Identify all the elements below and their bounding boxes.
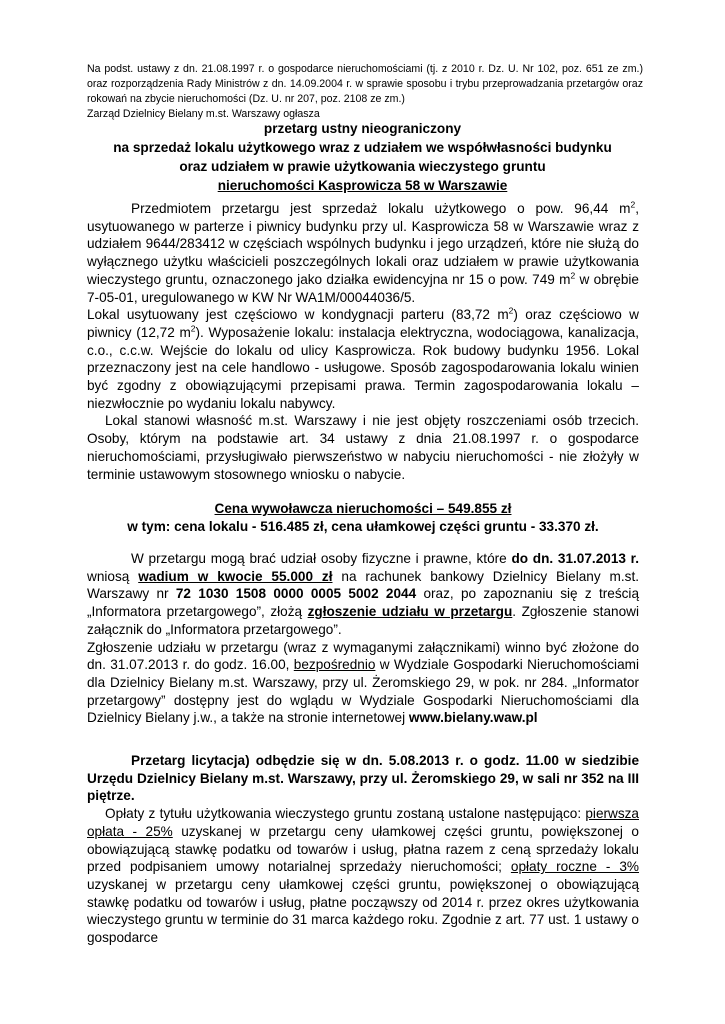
section-price — [87, 500, 639, 535]
legal-basis-notice — [87, 62, 643, 122]
heading-property-name: nieruchomości Kasprowicza 58 w Warszawie — [217, 178, 508, 193]
paragraph-location: Lokal usytuowany jest częściowo w kondygnacji parteru (83,72 $m^2$) oraz częściowo w piwnicy (12,72 $m^2$). Wyposażenie lokalu: instalacja elektryczna, wodociągowa, kanalizacja, c.o., c.c.w. Wejście do lokalu od ulicy Kasprowicza. Rok budowy budynku 1956. Lokal przeznaczony jest na cele handlowo - usługowe. Sposób zagospodarowania lokalu winien być zgodny z obowiązującymi przepisami prawa. Termin zagospodarowania lokalu – niezwłocznie po wydaniu lokalu nabywcy. — [87, 305, 639, 411]
application-requirement: zgłoszenie udziału w przetargu — [307, 604, 513, 620]
legal-basis-text: Na podst. ustawy z dn. 21.08.1997 r. o gospodarce nieruchomościami (tj. z 2010 r. Dz. U. Nr 102, poz. 651 ze zm.) oraz rozporządzenia Rady Ministrów z dn. 14.09.2004 r. w sprawie sposobu i trybu przeprowadzania przetargów oraz rokowań na zbycie nieruchomości (Dz. U. nr 207, poz. 2108 ze zm.) — [87, 63, 643, 105]
paragraph-fees: Opłaty z tytułu użytkowania wieczystego gruntu zostaną ustalone następująco: pierwsza opłata - 25% uzyskanej w przetargu ceny ułamkowej części gruntu, powiększonej o obowiązującą stawkę podatku od towarów i usług, płatna razem z ceną sprzedaży lokalu przed podpisaniem umowy notarialnej sprzedaży nieruchomości; opłaty roczne - 3% uzyskanej w przetargu ceny ułamkowej części gruntu, powiększonej o obowiązującą stawkę podatku od towarów i usług, płatne począwszy od 2014 r. przez okres użytkowania wieczystego gruntu w terminie do 31 marca każdego roku. Zgodnie z art. 77 ust. 1 ustawy o gospodarce — [87, 806, 639, 946]
paragraph-subject: Przedmiotem przetargu jest sprzedaż lokalu użytkowego o pow. 96,44 $m^2$, usytuowanego w parterze i piwnicy budynku przy ul. Kasprowicza 58 w Warszawie wraz z udziałem 9644/283412 w częściach wspólnych budynku i jego urządzeń, które nie służą do wyłącznego użytku właścicieli poszczególnych lokali oraz udziałem w prawie użytkowania wieczystego gruntu, oznaczonego jako działka ewidencyjna nr 15 o pow. 749 $m^2$ w obrębie 7-05-01, uregulowanego w KW Nr WA1M/00044036/5. — [87, 199, 639, 305]
starting-price: Cena wywoławcza nieruchomości – 549.855 zł — [214, 501, 512, 516]
announcer-text: Zarząd Dzielnicy Bielany m.st. Warszawy ogłasza — [87, 108, 320, 120]
bank-account-number: 72 1030 1508 0000 0005 5002 2044 — [175, 586, 417, 602]
deposit-deadline: do dn. 31.07.2013 r. — [511, 551, 639, 566]
annual-fee: opłaty roczne - 3% — [510, 859, 639, 875]
section-auction — [87, 752, 639, 947]
section-participation — [87, 550, 639, 727]
paragraph-deposit: W przetargu mogą brać udział osoby fizyczne i prawne, które do dn. 31.07.2013 r. wniosą wadium w kwocie 55.000 zł na rachunek bankowy Dzielnicy Bielany m.st. Warszawy nr 72 1030 1508 0000 0005 5002 2044 oraz, po zapoznaniu się z treścią „Informatora przetargowego”, złożą zgłoszenie udziału w przetargu. Zgłoszenie stanowi załącznik do „Informatora przetargowego”. — [87, 551, 640, 637]
price-breakdown: w tym: cena lokalu - 516.485 zł, cena ułamkowej części gruntu - 33.370 zł. — [127, 518, 599, 534]
auction-date-place: Przetarg licytacja) odbędzie się w dn. 5.08.2013 r. o godz. 11.00 w siedzibie Urzędu Dzielnicy Bielany m.st. Warszawy, przy ul. Żeromskiego 29, w sali nr 352 na III piętrze. — [87, 753, 639, 804]
heading-line-3: oraz udziałem w prawie użytkowania wieczystego gruntu — [179, 159, 546, 174]
section-property-description — [87, 200, 639, 483]
heading-line-2: na sprzedaż lokalu użytkowego wraz z udziałem we współwłasności budynku — [113, 140, 612, 155]
deposit-amount: wadium w kwocie 55.000 zł — [138, 568, 333, 584]
first-fee: pierwsza opłata - 25% — [87, 806, 639, 839]
paragraph-application: Zgłoszenie udziału w przetargu (wraz z wymaganymi załącznikami) winno być złożone do dn. 31.07.2013 r. do godz. 16.00, bezpośrednio w Wydziale Gospodarki Nieruchomościami dla Dzielnicy Bielany m.st. Warszawy, przy ul. Żeromskiego 29, w pok. nr 284. „Informator przetargowy” dostępny jest do wglądu w Wydziale Gospodarki Nieruchomościami dla Dzielnicy Bielany j.w., a także na stronie internetowej www.bielany.waw.pl — [87, 639, 639, 726]
website-link[interactable]: www.bielany.waw.pl — [408, 710, 538, 726]
heading-line-1: przetarg ustny nieograniczony — [263, 121, 462, 136]
paragraph-ownership: Lokal stanowi własność m.st. Warszawy i nie jest objęty roszczeniami osób trzecich. Osoby, którym na podstawie art. 34 ustawy z dnia 21.08.1997 r. o gospodarce nieruchomościami, przysługiwało pierwszeństwo w nabyciu nieruchomości - nie złożyły w terminie ustawowym stosownego wniosku o nabycie. — [87, 413, 639, 482]
